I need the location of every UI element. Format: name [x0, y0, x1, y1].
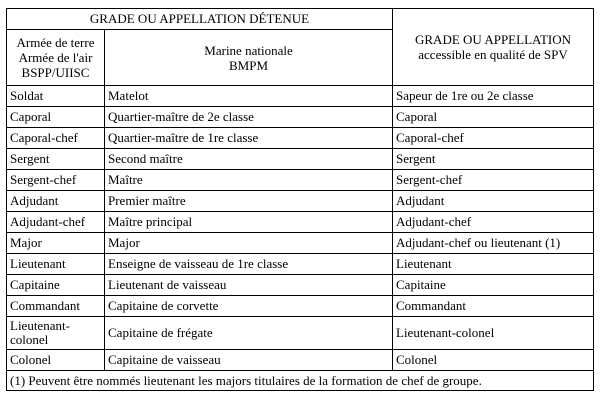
table-row	[7, 275, 594, 296]
army-grade-cell: Adjudant-chef	[7, 212, 105, 233]
footnote: (1) Peuvent être nommés lieutenant les majors titulaires de la formation de chef de groupe.	[7, 371, 594, 391]
navy-grade-cell: Quartier-maître de 2e classe	[105, 107, 393, 128]
table-row	[7, 254, 594, 275]
navy-grade-cell: Matelot	[105, 86, 393, 107]
army-grade-cell: Commandant	[7, 296, 105, 317]
navy-grade-cell: Second maître	[105, 149, 393, 170]
army-header-line-2: Armée de l'air	[18, 50, 93, 65]
army-grade-cell: Caporal-chef	[7, 128, 105, 149]
held-grade-header: GRADE OU APPELLATION DÉTENUE	[7, 9, 393, 30]
accessible-header-line-1: GRADE OU APPELLATION	[415, 32, 571, 47]
army-grade-cell: Capitaine	[7, 275, 105, 296]
spv-grade-cell: Sergent-chef	[393, 170, 594, 191]
navy-grade-cell: Quartier-maître de 1re classe	[105, 128, 393, 149]
navy-grade-cell: Capitaine de frégate	[105, 317, 393, 350]
navy-grade-cell: Major	[105, 233, 393, 254]
table-row	[7, 233, 594, 254]
army-header-line-3: BSPP/UIISC	[21, 65, 90, 80]
spv-grade-cell: Colonel	[393, 350, 594, 371]
table-row	[7, 296, 594, 317]
grade-equivalence-table	[6, 8, 594, 391]
spv-grade-cell: Adjudant-chef ou lieutenant (1)	[393, 233, 594, 254]
army-grade-cell: Major	[7, 233, 105, 254]
navy-header-line-1: Marine nationale	[204, 42, 293, 58]
spv-grade-cell: Lieutenant	[393, 254, 594, 275]
table-row	[7, 212, 594, 233]
spv-grade-cell: Capitaine	[393, 275, 594, 296]
spv-grade-cell: Adjudant-chef	[393, 212, 594, 233]
table-row	[7, 170, 594, 191]
spv-grade-cell: Caporal	[393, 107, 594, 128]
table-row	[7, 149, 594, 170]
table-row	[7, 350, 594, 371]
navy-grade-cell: Premier maître	[105, 191, 393, 212]
header-row-top	[7, 9, 594, 30]
army-grade-cell: Lieutenant-colonel	[7, 317, 105, 350]
footnote-row	[7, 371, 594, 391]
spv-grade-cell: Commandant	[393, 296, 594, 317]
navy-grade-cell: Enseigne de vaisseau de 1re classe	[105, 254, 393, 275]
spv-grade-cell: Lieutenant-colonel	[393, 317, 594, 350]
army-column-header	[7, 30, 105, 86]
table-row	[7, 128, 594, 149]
navy-header-line-2: BMPM	[228, 57, 269, 73]
navy-grade-cell: Lieutenant de vaisseau	[105, 275, 393, 296]
navy-grade-cell: Capitaine de vaisseau	[105, 350, 393, 371]
army-grade-cell: Caporal	[7, 107, 105, 128]
army-grade-cell: Colonel	[7, 350, 105, 371]
spv-grade-cell: Caporal-chef	[393, 128, 594, 149]
army-grade-cell: Soldat	[7, 86, 105, 107]
spv-grade-cell: Sergent	[393, 149, 594, 170]
accessible-header-line-2: accessible en qualité de SPV	[418, 47, 568, 62]
army-grade-cell: Lieutenant	[7, 254, 105, 275]
army-grade-cell: Sergent-chef	[7, 170, 105, 191]
table-row	[7, 191, 594, 212]
army-header-line-1: Armée de terre	[16, 35, 95, 50]
table-row	[7, 107, 594, 128]
accessible-grade-header	[393, 9, 594, 86]
navy-grade-cell: Maître principal	[105, 212, 393, 233]
navy-grade-cell: Capitaine de corvette	[105, 296, 393, 317]
navy-grade-cell: Maître	[105, 170, 393, 191]
spv-grade-cell: Adjudant	[393, 191, 594, 212]
spv-grade-cell: Sapeur de 1re ou 2e classe	[393, 86, 594, 107]
army-grade-cell: Adjudant	[7, 191, 105, 212]
army-grade-cell: Sergent	[7, 149, 105, 170]
navy-column-header	[105, 30, 393, 86]
table-row	[7, 317, 594, 350]
table-row	[7, 86, 594, 107]
